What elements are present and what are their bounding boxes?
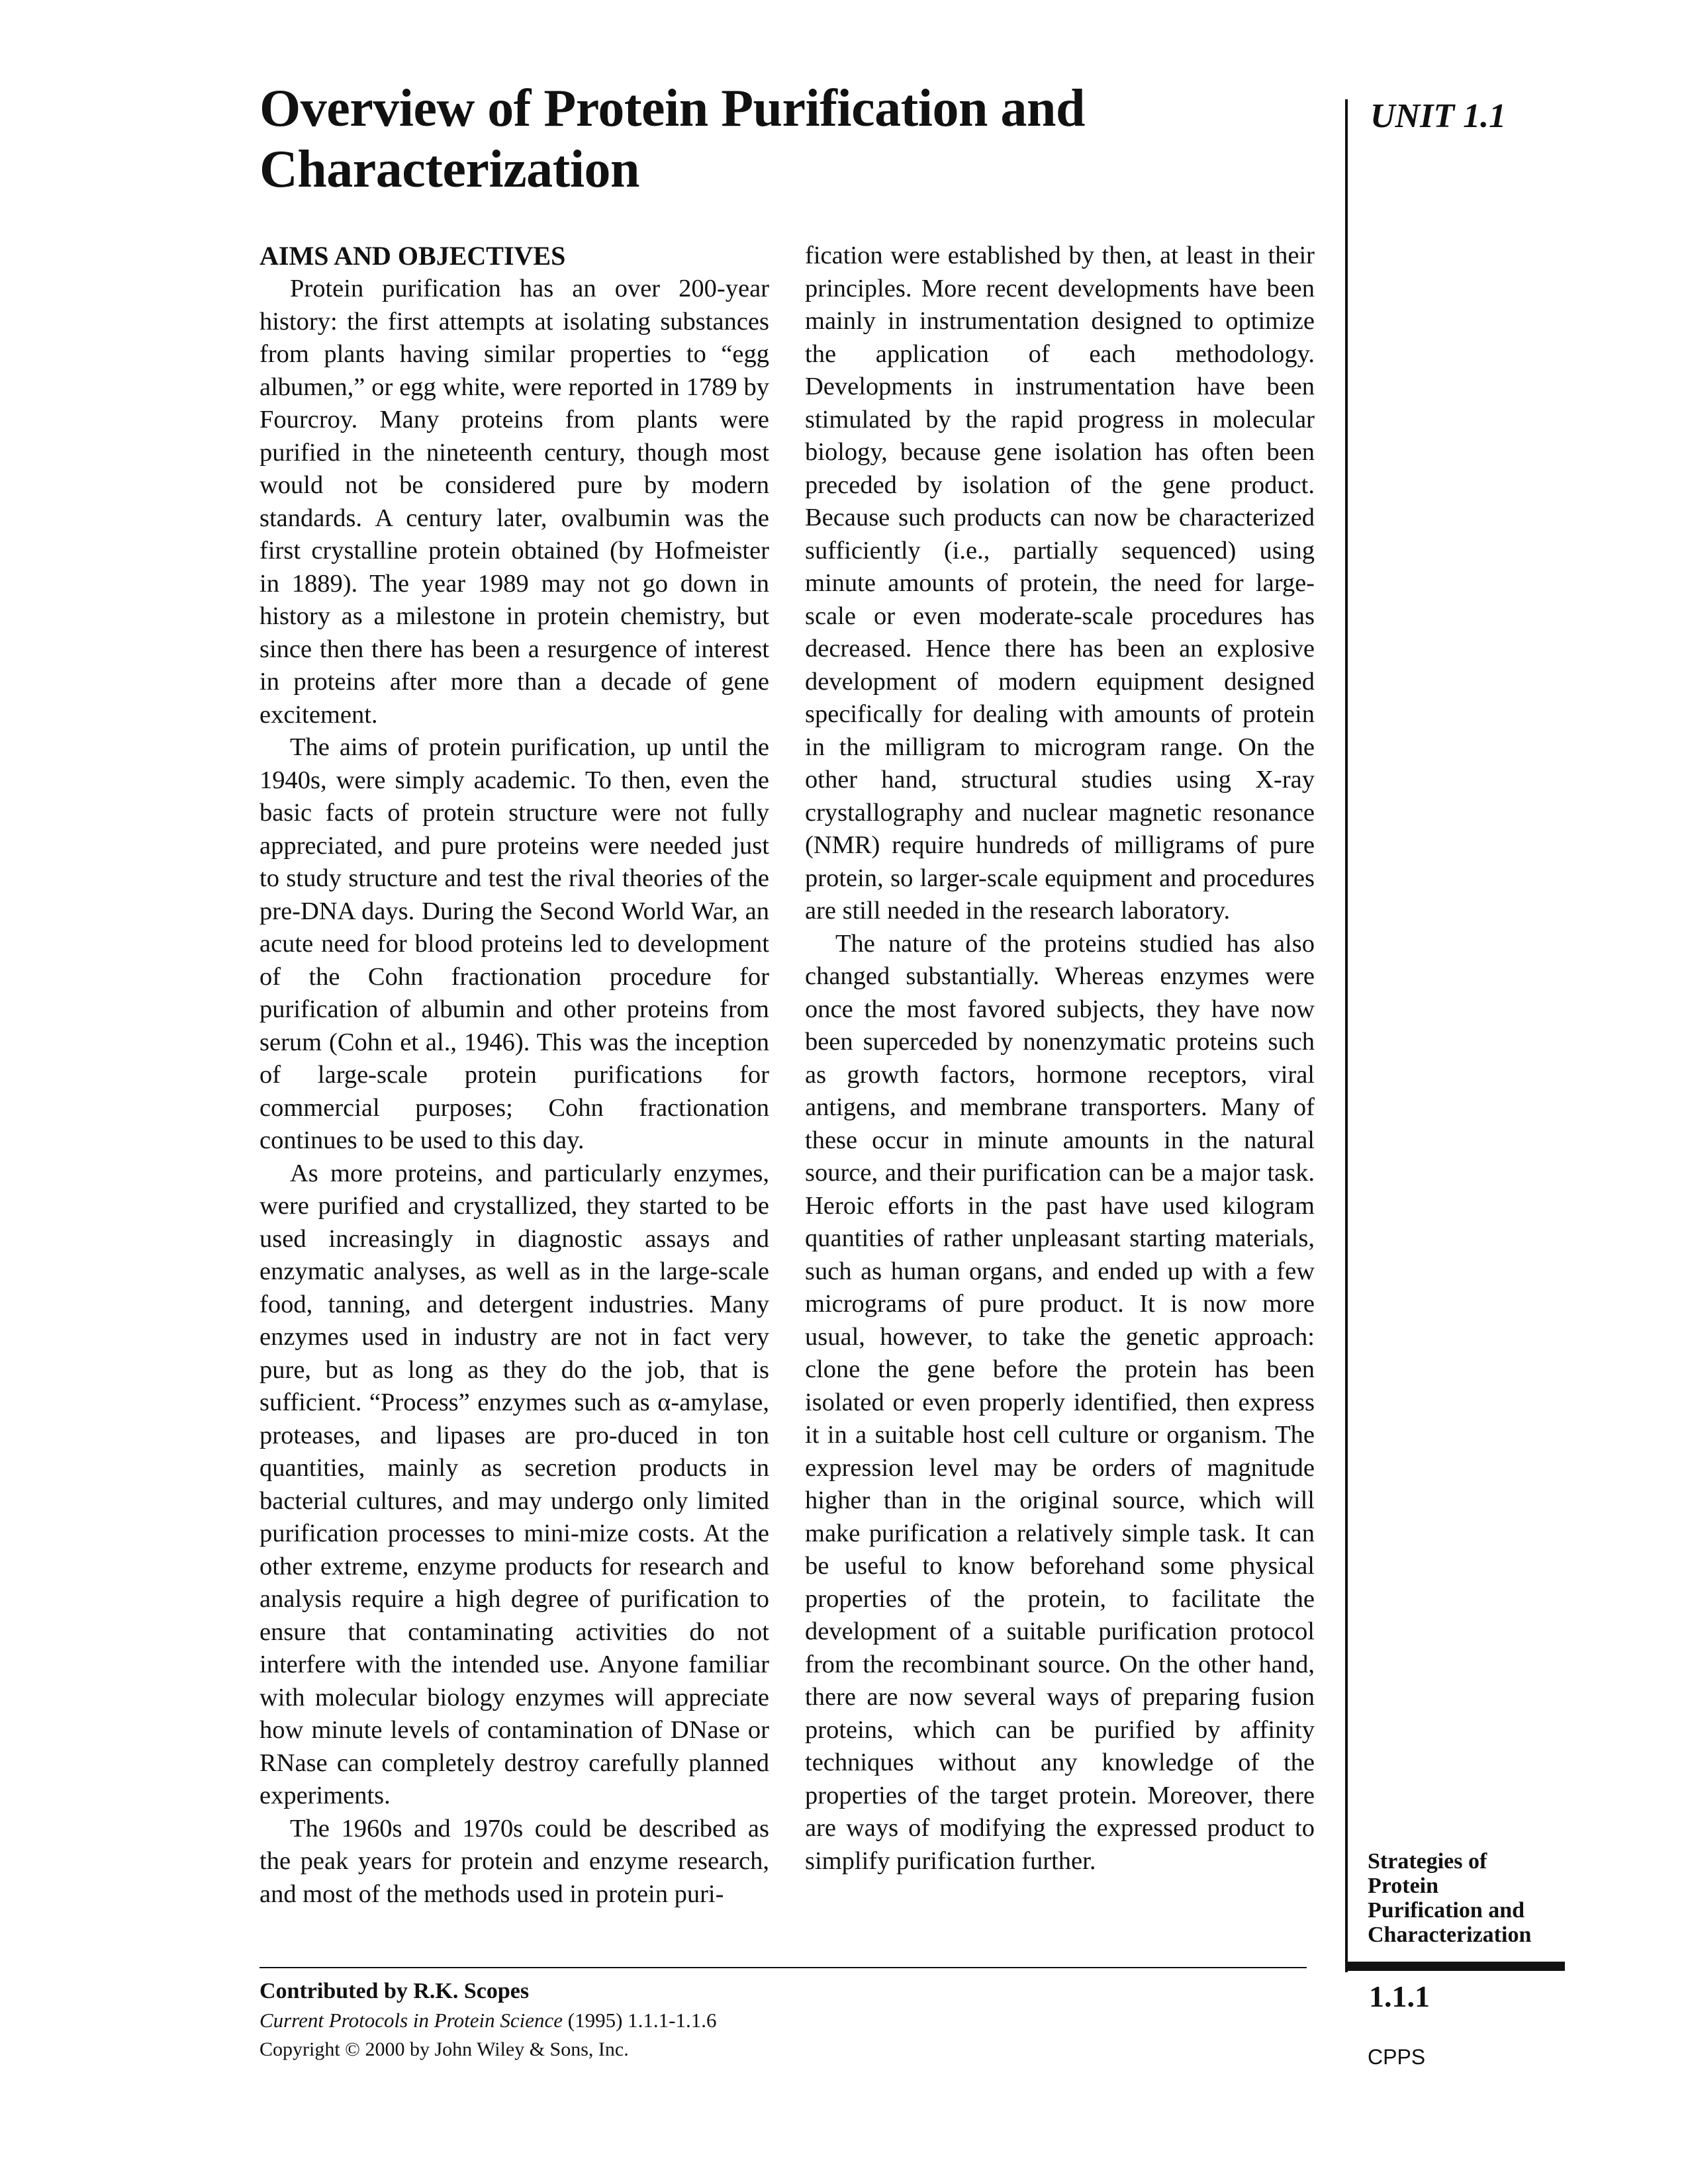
section-line-2: Protein	[1368, 1874, 1439, 1898]
section-line-4: Characterization	[1368, 1923, 1532, 1947]
unit-label: UNIT 1.1	[1370, 97, 1507, 135]
journal-code: CPPS	[1368, 2045, 1426, 2069]
section-heading: AIMS AND OBJECTIVES	[259, 241, 566, 271]
paragraph: The 1960s and 1970s could be described as the peak years for protein and enzyme research, and most of the methods used in protein puri-	[259, 1814, 769, 1908]
contributor-name: Contributed by R.K. Scopes	[259, 1979, 530, 2003]
citation	[259, 2006, 717, 2035]
title-line-2: Characterization	[259, 140, 640, 199]
citation-details: (1995) 1.1.1-1.1.6	[563, 2009, 717, 2032]
citation-journal: Current Protocols in Protein Science	[259, 2009, 563, 2032]
paragraph: fication were established by then, at least in their principles. More recent developments have been mainly in instrumentation designed to optimize the application of each methodology. Developments in instrumentation have been stimulated by the rapid progress in molecular biology, because gene isolation has often been preceded by isolation of the gene product. Because such products can now be characterized sufficiently (i.e., partially sequenced) using minute amounts of protein, the need for large-scale or even moderate-scale procedures has decreased. Hence there has been an explosive development of modern equipment designed specifically for dealing with amounts of protein in the milligram to microgram range. On the other hand, structural studies using X-ray crystallography and nuclear magnetic resonance (NMR) require hundreds of milligrams of pure protein, so larger-scale equipment and procedures are still needed in the research laboratory.	[805, 242, 1315, 925]
copyright: Copyright © 2000 by John Wiley & Sons, Inc.	[259, 2038, 629, 2060]
paragraph: The aims of protein purification, up until the 1940s, were simply academic. To then, even the basic facts of protein structure were not fully appreciated, and pure proteins were needed just to study structure and test the rival theories of the pre-DNA days. During the Second World War, an acute need for blood proteins led to development of the Cohn fractionation procedure for purification of albumin and other proteins from serum (Cohn et al., 1946). This was the inception of large-scale protein purifications for commercial purposes; Cohn fractionation continues to be used to this day.	[259, 733, 769, 1154]
section-line-3: Purification and	[1368, 1898, 1525, 1923]
right-column	[805, 240, 1315, 1878]
paragraph: Protein purification has an over 200-year history: the first attempts at isolating substances from plants having similar properties to “egg albumen,” or egg white, were reported in 1789 by Fourcroy. Many proteins from plants were purified in the nineteenth century, though most would not be considered pure by modern standards. A century later, ovalbumin was the first crystalline protein obtained (by Hofmeister in 1889). The year 1989 may not go down in history as a milestone in protein chemistry, but since then there has been a resurgence of interest in proteins after more than a decade of gene excitement.	[259, 275, 769, 729]
contributor-block	[259, 1977, 717, 2064]
left-column	[259, 240, 769, 1911]
section-name	[1368, 1849, 1566, 1947]
sidebar-bar	[1346, 1962, 1565, 1971]
page-number: 1.1.1	[1369, 1979, 1430, 2013]
paragraph: The nature of the proteins studied has also changed substantially. Whereas enzymes were once the most favored subjects, they have now been superceded by nonenzymatic proteins such as growth factors, hormone receptors, viral antigens, and membrane transporters. Many of these occur in minute amounts in the natural source, and their purification can be a major task. Heroic efforts in the past have used kilogram quantities of rather unpleasant starting materials, such as human organs, and ended up with a few micrograms of pure product. It is now more usual, however, to take the genetic approach: clone the gene before the protein has been isolated or even properly identified, then express it in a suitable host cell culture or organism. The expression level may be orders of magnitude higher than in the original source, which will make purification a relatively simple task. It can be useful to know beforehand some physical properties of the protein, to facilitate the development of a suitable purification protocol from the recombinant source. On the other hand, there are now several ways of preparing fusion proteins, which can be purified by affinity techniques without any knowledge of the properties of the target protein. Moreover, there are ways of modifying the expressed product to simplify purification further.	[805, 929, 1315, 1875]
section-line-1: Strategies of	[1368, 1849, 1487, 1874]
paragraph: As more proteins, and particularly enzymes, were purified and crystallized, they started to be used increasingly in diagnostic assays and enzymatic analyses, as well as in the large-scale food, tanning, and detergent industries. Many enzymes used in industry are not in fact very pure, but as long as they do the job, that is sufficient. “Process” enzymes such as α-amylase, proteases, and lipases are pro-duced in ton quantities, mainly as secretion products in bacterial cultures, and may undergo only limited purification processes to mini-mize costs. At the other extreme, enzyme products for research and analysis require a high degree of purification to ensure that contaminating activities do not interfere with the intended use. Anyone familiar with molecular biology enzymes will appreciate how minute levels of contamination of DNase or RNase can completely destroy carefully planned experiments.	[259, 1159, 769, 1809]
vertical-divider	[1345, 99, 1348, 1972]
title-line-1: Overview of Protein Purification and	[259, 79, 1085, 138]
footer-divider	[259, 1967, 1307, 1968]
article-title	[259, 78, 1345, 200]
